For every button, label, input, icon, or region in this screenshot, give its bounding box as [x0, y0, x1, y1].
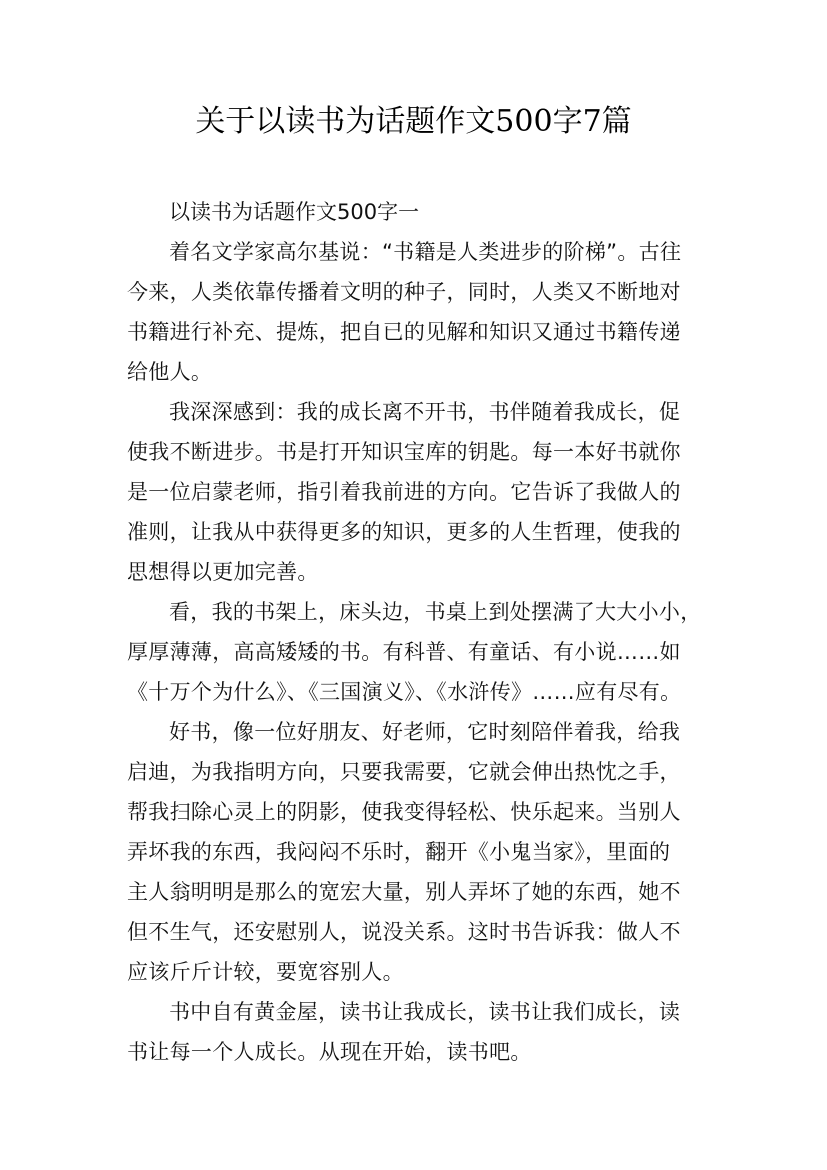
text-line: 书让每一个人成长。从现在开始，读书吧。 [127, 1040, 532, 1064]
text-line: 我深深感到：我的成长离不开书，书伴随着我成长，促 [169, 400, 681, 424]
text-line: 厚厚薄薄，高高矮矮的书。有科普、有童话、有小说……如 [127, 640, 681, 664]
section-heading: 以读书为话题作文500字一 [169, 200, 420, 224]
text-line: 书籍进行补充、提炼，把自已的见解和知识又通过书籍传递 [127, 320, 681, 344]
text-line: 应该斤斤计较，要宽容别人。 [127, 960, 404, 984]
text-line: 主人翁明明是那么的宽宏大量，别人弄坏了她的东西，她不 [127, 880, 681, 904]
text-line: 着名文学家高尔基说：“书籍是人类进步的阶梯”。古往 [169, 240, 682, 264]
text-line: 书中自有黄金屋，读书让我成长，读书让我们成长，读 [169, 1000, 681, 1024]
text-line: 但不生气，还安慰别人，说没关系。这时书告诉我：做人不 [127, 920, 681, 944]
text-line: 好书，像一位好朋友、好老师，它时刻陪伴着我，给我 [169, 720, 681, 744]
text-line: 弄坏我的东西，我闷闷不乐时，翻开《小鬼当家》，里面的 [127, 840, 671, 864]
text-line: 启迪，为我指明方向，只要我需要，它就会伸出热忱之手， [127, 760, 681, 784]
text-line: 准则，让我从中获得更多的知识，更多的人生哲理，使我的 [127, 520, 681, 544]
text-line: 今来，人类依靠传播着文明的种子，同时，人类又不断地对 [127, 280, 681, 304]
document-title: 关于以读书为话题作文500字7篇 [195, 104, 632, 139]
text-line: 思想得以更加完善。 [127, 560, 319, 584]
text-line: 《十万个为什么》、《三国演义》、《水浒传》……应有尽有。 [127, 680, 682, 704]
text-line: 帮我扫除心灵上的阴影，使我变得轻松、快乐起来。当别人 [127, 800, 681, 824]
text-line: 看，我的书架上，床头边，书桌上到处摆满了大大小小， [169, 600, 702, 624]
text-line: 给他人。 [127, 360, 213, 384]
paragraph-lines [127, 236, 707, 1068]
document-body [127, 196, 707, 1076]
text-line: 是一位启蒙老师，指引着我前进的方向。它告诉了我做人的 [127, 480, 681, 504]
text-line: 使我不断进步。书是打开知识宝库的钥匙。每一本好书就你 [127, 440, 681, 464]
